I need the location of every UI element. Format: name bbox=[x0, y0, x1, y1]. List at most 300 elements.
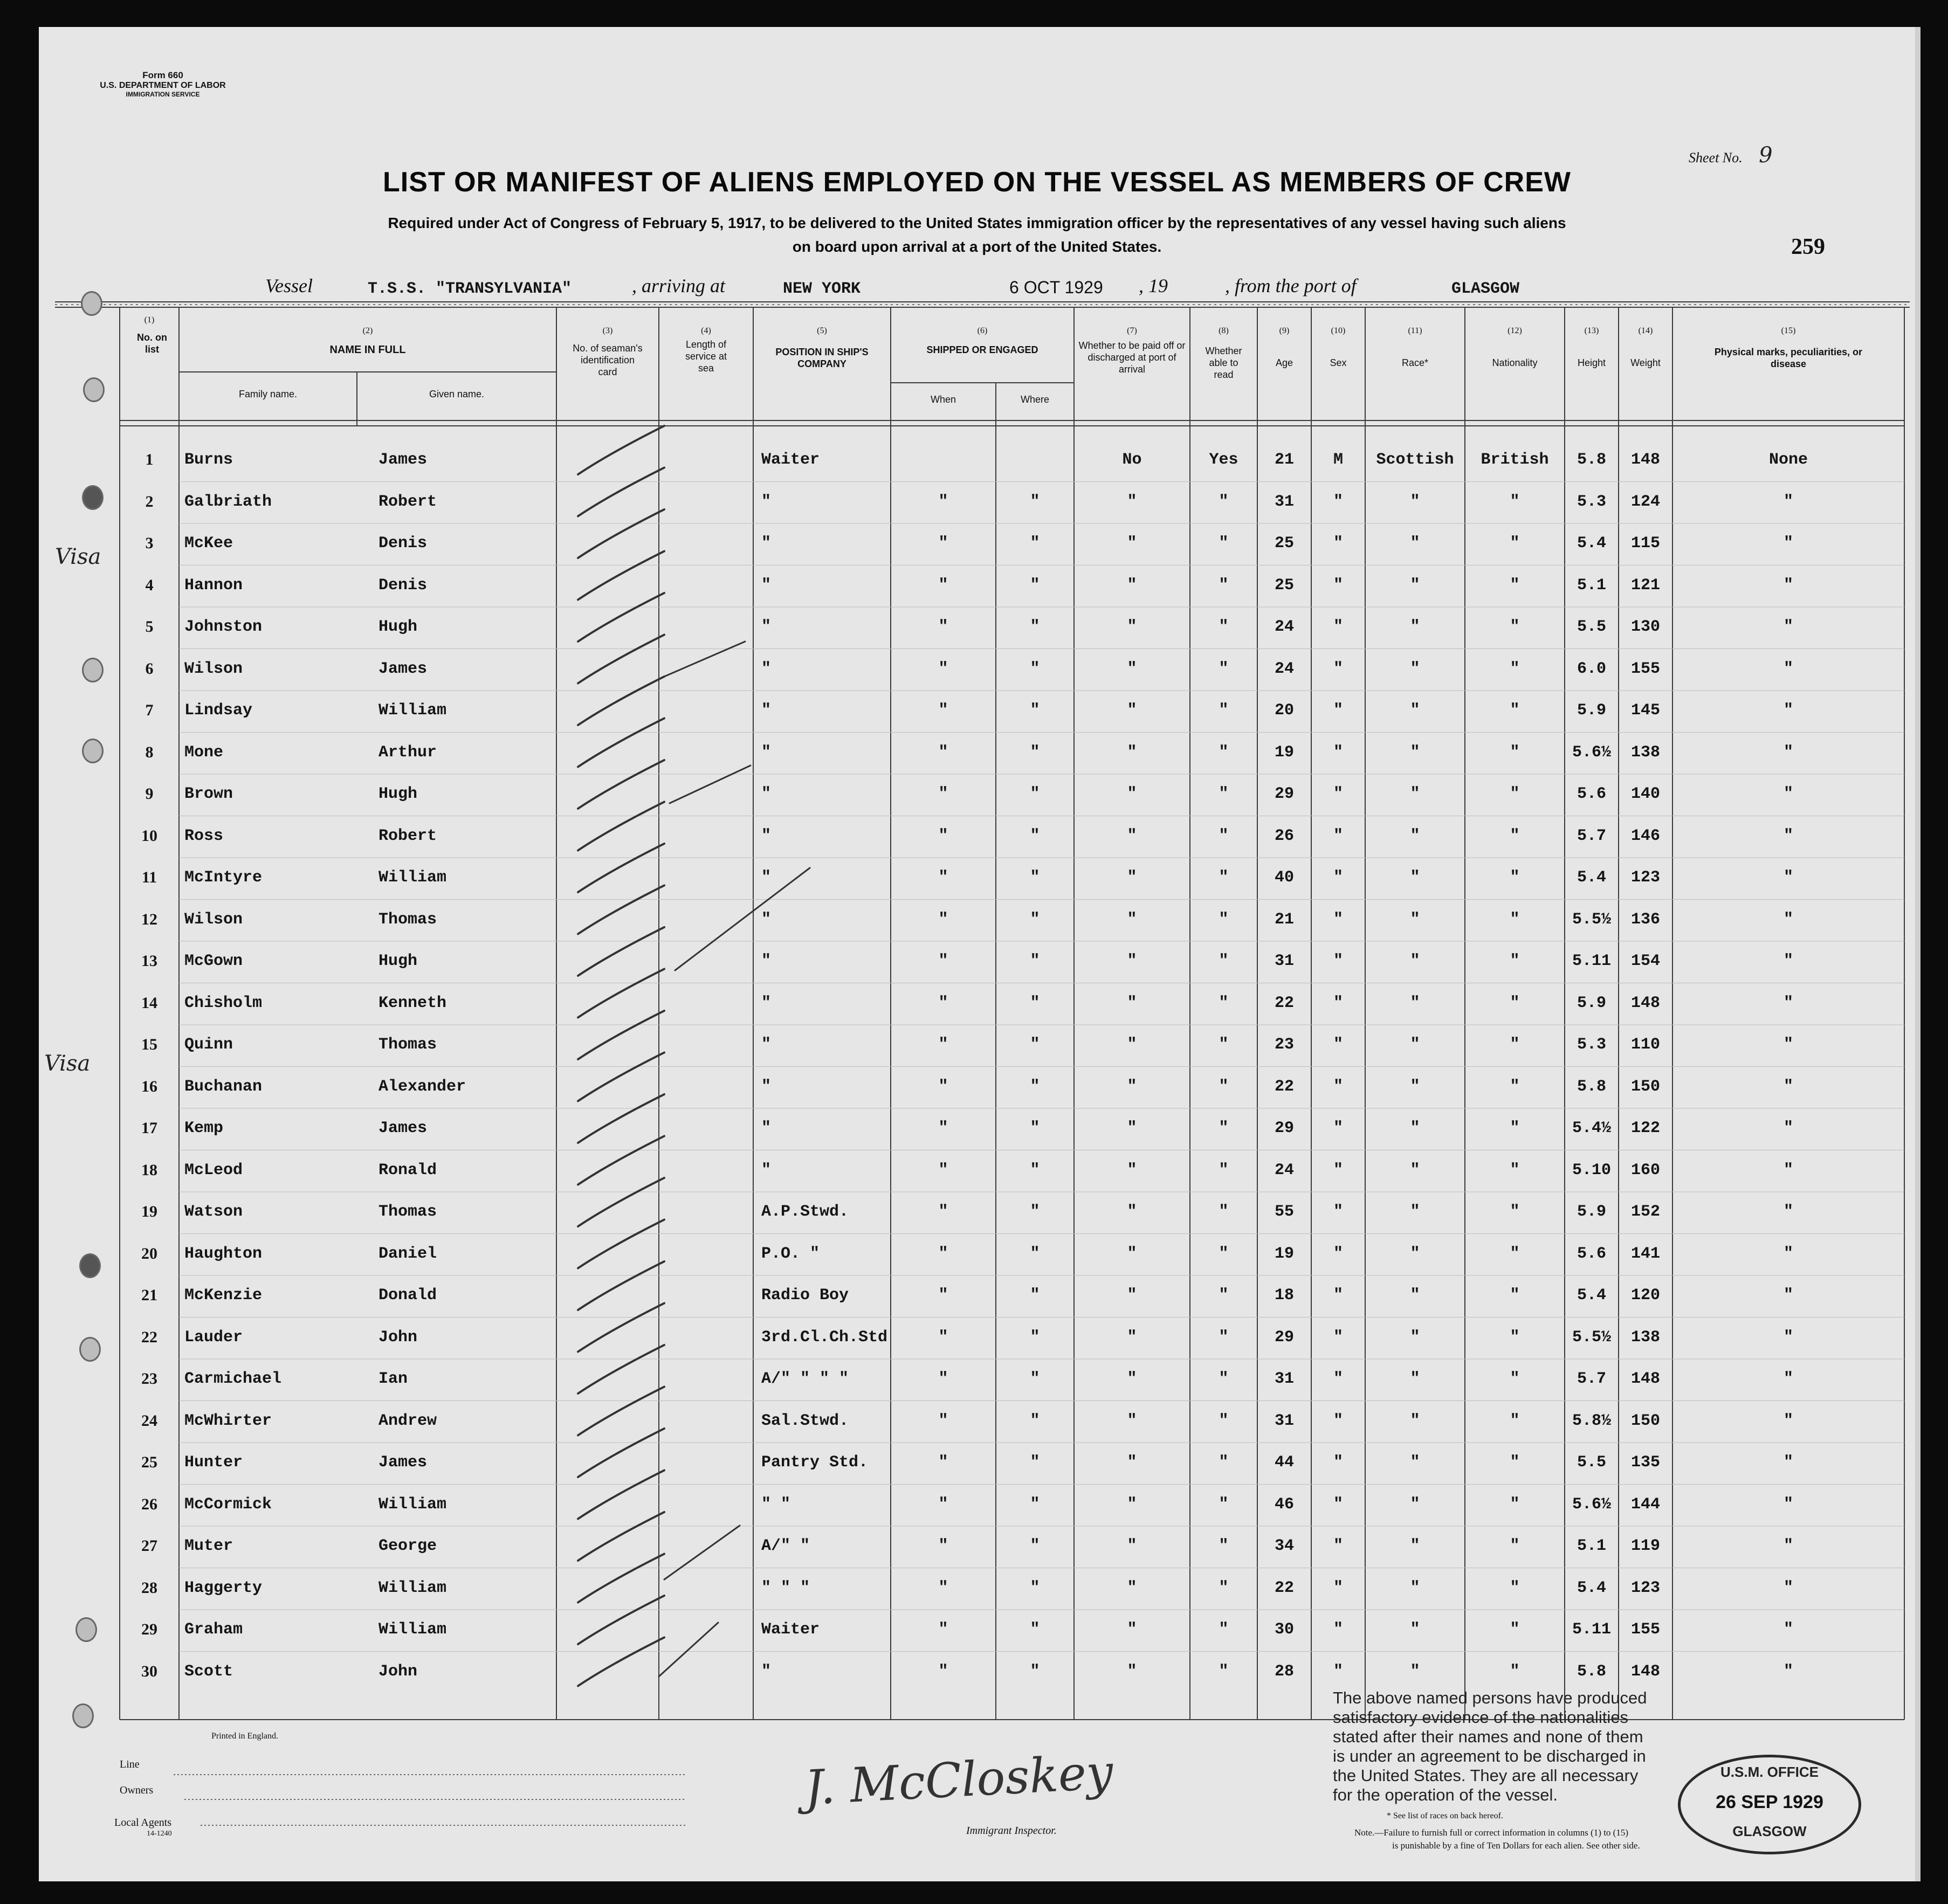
family-name: Watson bbox=[184, 1203, 243, 1221]
table-row bbox=[39, 902, 1915, 944]
shipped-where: " bbox=[1030, 701, 1040, 720]
header-able-read: Whether able to read bbox=[1205, 346, 1242, 380]
able-to-read: " bbox=[1219, 1328, 1229, 1347]
shipped-when: " bbox=[938, 1411, 948, 1430]
given-name: Andrew bbox=[378, 1411, 437, 1430]
shipped-where: " bbox=[1030, 1077, 1040, 1096]
height: 5.5½ bbox=[1572, 1328, 1611, 1347]
height: 5.1 bbox=[1577, 576, 1606, 595]
shipped-where: " bbox=[1030, 1119, 1040, 1137]
given-name: James bbox=[378, 659, 428, 678]
colnum-6: (6) bbox=[977, 326, 988, 335]
able-to-read: " bbox=[1219, 952, 1229, 970]
physical-marks: " bbox=[1783, 1077, 1793, 1096]
paid-off: " bbox=[1127, 1662, 1137, 1681]
service-label: IMMIGRATION SERVICE bbox=[126, 91, 200, 98]
family-name: McLeod bbox=[184, 1161, 243, 1179]
row-number: 29 bbox=[141, 1620, 157, 1638]
physical-marks: " bbox=[1783, 1495, 1793, 1514]
colnum-7: (7) bbox=[1127, 326, 1137, 335]
position: " " " bbox=[761, 1578, 810, 1597]
sex: " bbox=[1333, 1077, 1343, 1096]
table-row bbox=[39, 985, 1915, 1027]
row-number: 10 bbox=[141, 826, 157, 845]
physical-marks: " bbox=[1783, 994, 1793, 1012]
physical-marks: " bbox=[1783, 1203, 1793, 1221]
physical-marks: " bbox=[1783, 492, 1793, 511]
nationality: " bbox=[1510, 868, 1520, 887]
sex: " bbox=[1333, 952, 1343, 970]
nationality: " bbox=[1510, 1328, 1520, 1347]
shipped-when: " bbox=[938, 701, 948, 720]
shipped-where: " bbox=[1030, 659, 1040, 678]
weight: 152 bbox=[1630, 1203, 1660, 1221]
nationality: " bbox=[1510, 910, 1520, 929]
age: 44 bbox=[1274, 1453, 1294, 1472]
shipped-when: " bbox=[938, 1161, 948, 1179]
age: 31 bbox=[1274, 492, 1294, 511]
shipped-when: " bbox=[938, 576, 948, 595]
able-to-read: " bbox=[1219, 994, 1229, 1012]
height: 5.6½ bbox=[1572, 743, 1611, 762]
position: 3rd.Cl.Ch.Std bbox=[761, 1328, 888, 1347]
race: " bbox=[1410, 1453, 1420, 1472]
line-label: Line bbox=[120, 1758, 140, 1770]
sex: " bbox=[1333, 1286, 1343, 1305]
row-number: 18 bbox=[141, 1161, 157, 1179]
shipped-where: " bbox=[1030, 785, 1040, 803]
height: 5.9 bbox=[1577, 701, 1606, 720]
table-row bbox=[39, 1612, 1915, 1654]
race: " bbox=[1410, 826, 1420, 845]
paid-off: " bbox=[1127, 1328, 1137, 1347]
position: " bbox=[761, 785, 772, 803]
colnum-11: (11) bbox=[1408, 326, 1422, 335]
height: 5.6½ bbox=[1572, 1495, 1611, 1514]
nationality: " bbox=[1510, 534, 1520, 553]
colnum-9: (9) bbox=[1279, 326, 1290, 335]
given-name: Donald bbox=[378, 1286, 437, 1305]
nationality: " bbox=[1510, 492, 1520, 511]
race: " bbox=[1410, 1036, 1420, 1054]
paid-off: " bbox=[1127, 1203, 1137, 1221]
position: " bbox=[761, 1161, 772, 1179]
family-name: Mone bbox=[184, 743, 224, 762]
paid-off: No bbox=[1122, 451, 1142, 469]
table-row bbox=[39, 484, 1915, 526]
physical-marks: " bbox=[1783, 1537, 1793, 1555]
form-number: Form 660 bbox=[142, 70, 183, 80]
given-name: Robert bbox=[378, 492, 437, 511]
position: A/" " bbox=[761, 1537, 810, 1555]
row-number: 9 bbox=[145, 785, 154, 803]
physical-marks: " bbox=[1783, 868, 1793, 887]
nationality: " bbox=[1510, 1620, 1520, 1639]
physical-marks: " bbox=[1783, 1328, 1793, 1347]
shipped-when: " bbox=[938, 1203, 948, 1221]
height: 5.4½ bbox=[1572, 1119, 1611, 1137]
family-name: Carmichael bbox=[184, 1370, 282, 1388]
height: 5.4 bbox=[1577, 534, 1606, 553]
family-name: Wilson bbox=[184, 910, 243, 929]
port-of-arrival: NEW YORK bbox=[783, 280, 861, 298]
shipped-when: " bbox=[938, 1328, 948, 1347]
paid-off: " bbox=[1127, 534, 1137, 553]
table-row bbox=[39, 943, 1915, 985]
row-number: 17 bbox=[141, 1119, 157, 1137]
able-to-read: " bbox=[1219, 1244, 1229, 1263]
sheet-label: Sheet No. bbox=[1689, 150, 1743, 165]
colnum-3: (3) bbox=[602, 326, 613, 335]
weight: 115 bbox=[1630, 534, 1660, 553]
weight: 120 bbox=[1630, 1286, 1660, 1305]
agents-code: 14-1240 bbox=[147, 1830, 172, 1838]
height: 6.0 bbox=[1577, 659, 1606, 678]
able-to-read: " bbox=[1219, 1286, 1229, 1305]
race: " bbox=[1410, 659, 1420, 678]
page-title: LIST OR MANIFEST OF ALIENS EMPLOYED ON THE VESSEL AS MEMBERS OF CREW bbox=[383, 167, 1571, 198]
sex: " bbox=[1333, 1119, 1343, 1137]
height: 5.3 bbox=[1577, 1036, 1606, 1054]
margin-note-visa-row-3: Visa bbox=[55, 544, 101, 569]
position: Pantry Std. bbox=[761, 1453, 869, 1472]
able-to-read: " bbox=[1219, 1662, 1229, 1681]
row-number: 7 bbox=[145, 701, 154, 719]
given-name: Hugh bbox=[378, 785, 418, 803]
table-row bbox=[39, 1278, 1915, 1320]
race: " bbox=[1410, 1203, 1420, 1221]
colnum-1: (1) bbox=[144, 315, 155, 325]
age: 22 bbox=[1274, 1578, 1294, 1597]
physical-marks: " bbox=[1783, 743, 1793, 762]
race: " bbox=[1410, 1244, 1420, 1263]
given-name: William bbox=[378, 701, 447, 720]
colnum-14: (14) bbox=[1638, 326, 1653, 335]
height: 5.5 bbox=[1577, 618, 1606, 636]
row-number: 24 bbox=[141, 1411, 157, 1430]
inspector-label: Immigrant Inspector. bbox=[966, 1825, 1057, 1837]
paid-off: " bbox=[1127, 1077, 1137, 1096]
paid-off: " bbox=[1127, 1161, 1137, 1179]
row-number: 4 bbox=[145, 576, 154, 594]
paid-off: " bbox=[1127, 576, 1137, 595]
race: " bbox=[1410, 618, 1420, 636]
row-number: 25 bbox=[141, 1453, 157, 1471]
given-name: Robert bbox=[378, 826, 437, 845]
physical-marks: " bbox=[1783, 1161, 1793, 1179]
header-age: Age bbox=[1275, 357, 1293, 368]
binder-hole bbox=[81, 291, 102, 316]
given-name: Hugh bbox=[378, 952, 418, 970]
given-name: William bbox=[378, 868, 447, 887]
position: " bbox=[761, 576, 772, 595]
race: " bbox=[1410, 1286, 1420, 1305]
sex: " bbox=[1333, 1662, 1343, 1681]
position: " bbox=[761, 994, 772, 1012]
able-to-read: " bbox=[1219, 1119, 1229, 1137]
manifest-sheet bbox=[39, 27, 1921, 1881]
height: 5.10 bbox=[1572, 1161, 1611, 1179]
paid-off: " bbox=[1127, 785, 1137, 803]
age: 31 bbox=[1274, 1411, 1294, 1430]
race: " bbox=[1410, 1370, 1420, 1388]
binder-hole bbox=[72, 1703, 94, 1728]
sex: " bbox=[1333, 826, 1343, 845]
row-number: 8 bbox=[145, 743, 154, 761]
height: 5.1 bbox=[1577, 1537, 1606, 1555]
header-family-name: Family name. bbox=[238, 389, 298, 399]
height: 5.3 bbox=[1577, 492, 1606, 511]
family-name: Hannon bbox=[184, 576, 243, 595]
given-name: William bbox=[378, 1620, 447, 1639]
able-to-read: " bbox=[1219, 576, 1229, 595]
weight: 155 bbox=[1630, 1620, 1660, 1639]
position: " bbox=[761, 743, 772, 762]
able-to-read: " bbox=[1219, 910, 1229, 929]
penalty-note-2: is punishable by a fine of Ten Dollars for each alien. See other side. bbox=[1392, 1840, 1640, 1851]
position: Waiter bbox=[761, 1620, 820, 1639]
physical-marks: " bbox=[1783, 1411, 1793, 1430]
table-row bbox=[39, 693, 1915, 735]
shipped-where: " bbox=[1030, 952, 1040, 970]
header-no-on-list: No. on list bbox=[137, 332, 167, 355]
binder-hole bbox=[75, 1617, 97, 1642]
shipped-where: " bbox=[1030, 1328, 1040, 1347]
nationality: " bbox=[1510, 1244, 1520, 1263]
header-race: Race* bbox=[1401, 357, 1429, 368]
header-where: Where bbox=[1020, 394, 1049, 405]
weight: 148 bbox=[1630, 1370, 1660, 1388]
footer-rules bbox=[157, 1767, 697, 1832]
sex: " bbox=[1333, 743, 1343, 762]
shipped-where: " bbox=[1030, 1244, 1040, 1263]
position: " bbox=[761, 618, 772, 636]
race: " bbox=[1410, 1495, 1420, 1514]
shipped-where: " bbox=[1030, 826, 1040, 845]
height: 5.5½ bbox=[1572, 910, 1611, 929]
row-number: 19 bbox=[141, 1203, 157, 1220]
nationality: " bbox=[1510, 1578, 1520, 1597]
sex: " bbox=[1333, 1328, 1343, 1347]
family-name: Hunter bbox=[184, 1453, 243, 1472]
table-row bbox=[39, 1153, 1915, 1195]
paid-off: " bbox=[1127, 868, 1137, 887]
paid-off: " bbox=[1127, 743, 1137, 762]
nationality: " bbox=[1510, 576, 1520, 595]
given-name: George bbox=[378, 1537, 437, 1555]
height: 5.9 bbox=[1577, 994, 1606, 1012]
age: 31 bbox=[1274, 952, 1294, 970]
able-to-read: " bbox=[1219, 492, 1229, 511]
family-name: McIntyre bbox=[184, 868, 263, 887]
given-name: James bbox=[378, 451, 428, 469]
position: " bbox=[761, 952, 772, 970]
shipped-where: " bbox=[1030, 1662, 1040, 1681]
shipped-when: " bbox=[938, 1370, 948, 1388]
table-row bbox=[39, 1027, 1915, 1069]
age: 29 bbox=[1274, 785, 1294, 803]
able-to-read: " bbox=[1219, 743, 1229, 762]
race: " bbox=[1410, 1578, 1420, 1597]
height: 5.4 bbox=[1577, 868, 1606, 887]
sex: " bbox=[1333, 576, 1343, 595]
shipped-when: " bbox=[938, 659, 948, 678]
binder-hole bbox=[82, 485, 104, 510]
given-name: William bbox=[378, 1495, 447, 1514]
age: 40 bbox=[1274, 868, 1294, 887]
position: Waiter bbox=[761, 451, 820, 469]
shipped-when: " bbox=[938, 910, 948, 929]
nationality: " bbox=[1510, 1370, 1520, 1388]
header-given-name: Given name. bbox=[429, 389, 485, 399]
position: " bbox=[761, 534, 772, 553]
stamp-date: 26 SEP 1929 bbox=[1716, 1792, 1823, 1812]
shipped-when: " bbox=[938, 1244, 948, 1263]
page-stamp: 259 bbox=[1791, 234, 1825, 259]
table-row bbox=[39, 818, 1915, 860]
race: " bbox=[1410, 1328, 1420, 1347]
sex: " bbox=[1333, 534, 1343, 553]
stamp-bottom-text: GLASGOW bbox=[1732, 1823, 1807, 1839]
shipped-when: " bbox=[938, 1578, 948, 1597]
race: " bbox=[1410, 1620, 1420, 1639]
family-name: Chisholm bbox=[184, 994, 263, 1012]
table-row bbox=[39, 1236, 1915, 1278]
able-to-read: Yes bbox=[1209, 451, 1238, 469]
paid-off: " bbox=[1127, 701, 1137, 720]
shipped-when: " bbox=[938, 1620, 948, 1639]
race: " bbox=[1410, 576, 1420, 595]
position: " bbox=[761, 1077, 772, 1096]
subtitle-line-1: Required under Act of Congress of February 5, 1917, to be delivered to the United States immigration officer by the representatives of any vessel having such aliens bbox=[388, 215, 1566, 231]
age: 34 bbox=[1274, 1537, 1294, 1555]
position: " bbox=[761, 701, 772, 720]
paid-off: " bbox=[1127, 618, 1137, 636]
age: 22 bbox=[1274, 994, 1294, 1012]
height: 5.7 bbox=[1577, 1370, 1606, 1388]
height: 5.8 bbox=[1577, 1662, 1606, 1681]
header-weight: Weight bbox=[1630, 357, 1661, 368]
header-paid-off: Whether to be paid off or discharged at port of arrival bbox=[1078, 340, 1186, 375]
colnum-2: (2) bbox=[362, 326, 373, 335]
paid-off: " bbox=[1127, 1578, 1137, 1597]
shipped-when: " bbox=[938, 1662, 948, 1681]
row-number: 15 bbox=[141, 1036, 157, 1053]
able-to-read: " bbox=[1219, 868, 1229, 887]
arrival-date: 6 OCT 1929 bbox=[1009, 278, 1103, 297]
shipped-where: " bbox=[1030, 1370, 1040, 1388]
sex: " bbox=[1333, 868, 1343, 887]
age: 18 bbox=[1274, 1286, 1294, 1305]
stamp-top-text: U.S.M. OFFICE bbox=[1720, 1764, 1819, 1780]
height: 5.4 bbox=[1577, 1578, 1606, 1597]
nationality: " bbox=[1510, 826, 1520, 845]
row-number: 30 bbox=[141, 1662, 157, 1680]
paid-off: " bbox=[1127, 1495, 1137, 1514]
shipped-when: " bbox=[938, 1286, 948, 1305]
binder-hole bbox=[79, 1253, 101, 1278]
age: 29 bbox=[1274, 1328, 1294, 1347]
height: 5.6 bbox=[1577, 785, 1606, 803]
able-to-read: " bbox=[1219, 534, 1229, 553]
age: 25 bbox=[1274, 534, 1294, 553]
family-name: Ross bbox=[184, 826, 224, 845]
race: " bbox=[1410, 1077, 1420, 1096]
sex: " bbox=[1333, 492, 1343, 511]
age: 30 bbox=[1274, 1620, 1294, 1639]
physical-marks: " bbox=[1783, 1578, 1793, 1597]
paid-off: " bbox=[1127, 1411, 1137, 1430]
paid-off: " bbox=[1127, 952, 1137, 970]
paid-off: " bbox=[1127, 1286, 1137, 1305]
weight: 119 bbox=[1630, 1537, 1660, 1555]
row-number: 28 bbox=[141, 1578, 157, 1597]
given-name: Arthur bbox=[378, 743, 437, 762]
physical-marks: " bbox=[1783, 1244, 1793, 1263]
weight: 136 bbox=[1630, 910, 1660, 929]
able-to-read: " bbox=[1219, 1620, 1229, 1639]
family-name: Wilson bbox=[184, 659, 243, 678]
weight: 135 bbox=[1630, 1453, 1660, 1472]
height: 5.4 bbox=[1577, 1286, 1606, 1305]
nationality: " bbox=[1510, 952, 1520, 970]
shipped-where: " bbox=[1030, 618, 1040, 636]
physical-marks: " bbox=[1783, 910, 1793, 929]
sex: " bbox=[1333, 659, 1343, 678]
weight: 148 bbox=[1630, 451, 1660, 469]
row-number: 23 bbox=[141, 1370, 157, 1388]
given-name: Thomas bbox=[378, 1036, 437, 1054]
colnum-13: (13) bbox=[1584, 326, 1599, 335]
shipped-where: " bbox=[1030, 1495, 1040, 1514]
weight: 123 bbox=[1630, 1578, 1660, 1597]
race: " bbox=[1410, 1662, 1420, 1681]
age: 24 bbox=[1274, 618, 1294, 636]
table-row bbox=[39, 735, 1915, 777]
declaration-line: is under an agreement to be discharged in bbox=[1333, 1747, 1646, 1765]
nationality: " bbox=[1510, 994, 1520, 1012]
header-physical: Physical marks, peculiarities, or disease bbox=[1714, 347, 1863, 369]
physical-marks: " bbox=[1783, 534, 1793, 553]
sex: " bbox=[1333, 1453, 1343, 1472]
physical-marks: " bbox=[1783, 1119, 1793, 1137]
paid-off: " bbox=[1127, 492, 1137, 511]
family-name: McCormick bbox=[184, 1495, 272, 1514]
shipped-where: " bbox=[1030, 1203, 1040, 1221]
position: Sal.Stwd. bbox=[761, 1411, 849, 1430]
able-to-read: " bbox=[1219, 826, 1229, 845]
declaration-line: satisfactory evidence of the nationalities bbox=[1333, 1708, 1628, 1727]
shipped-where: " bbox=[1030, 1453, 1040, 1472]
position: " bbox=[761, 492, 772, 511]
nationality: " bbox=[1510, 701, 1520, 720]
family-name: Brown bbox=[184, 785, 233, 803]
shipped-when: " bbox=[938, 868, 948, 887]
given-name: James bbox=[378, 1453, 428, 1472]
weight: 121 bbox=[1630, 576, 1660, 595]
position: " bbox=[761, 868, 772, 887]
nationality: " bbox=[1510, 1036, 1520, 1054]
sex: " bbox=[1333, 910, 1343, 929]
sheet-no: 9 bbox=[1759, 143, 1773, 168]
height: 5.11 bbox=[1572, 952, 1611, 970]
age: 24 bbox=[1274, 659, 1294, 678]
paid-off: " bbox=[1127, 1370, 1137, 1388]
physical-marks: " bbox=[1783, 1620, 1793, 1639]
given-name: John bbox=[378, 1328, 418, 1347]
sex: " bbox=[1333, 618, 1343, 636]
position: " bbox=[761, 910, 772, 929]
